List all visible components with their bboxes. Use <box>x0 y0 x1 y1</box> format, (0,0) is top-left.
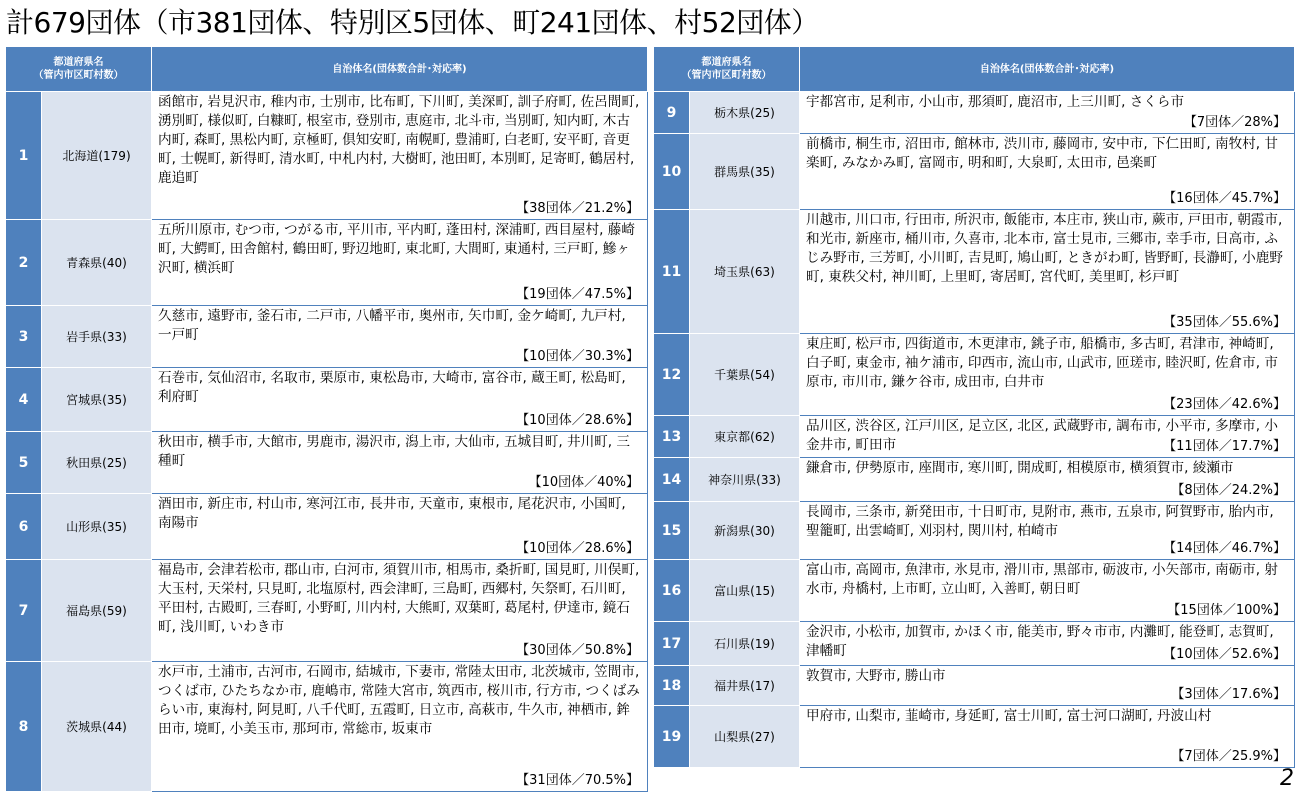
municipality-list: 福島市, 会津若松市, 郡山市, 白河市, 須賀川市, 相馬市, 桑折町, 国見町, 川俣町, 大玉村, 天栄村, 只見町, 北塩原村, 西会津町, 三島町, 西郷村, 矢祭町, 石川町, 平田村, 古殿町, 三春町, 小野町, 川内村, 大熊町, 双葉町, 葛尾村, 伊達市, 鏡石町, 浅川町, いわき市 <box>158 562 640 635</box>
table-row <box>654 416 1295 458</box>
table-row <box>654 458 1295 502</box>
table-row <box>6 494 648 560</box>
municipality-list: 久慈市, 遠野市, 釜石市, 二戸市, 八幡平市, 奥州市, 矢巾町, 金ケ崎町, 九戸村, 一戸町 <box>158 308 626 343</box>
summary-count-rate: 【16団体／45.7%】 <box>1163 191 1286 206</box>
row-number: 3 <box>6 306 42 368</box>
row-number: 16 <box>654 560 690 622</box>
summary-count-rate: 【7団体／28%】 <box>1183 115 1286 130</box>
municipality-cell <box>152 368 648 432</box>
row-number: 12 <box>654 334 690 416</box>
table-row <box>654 706 1295 768</box>
municipality-cell <box>800 416 1295 458</box>
table-row <box>6 560 648 662</box>
prefecture-name: 秋田県(25) <box>42 432 152 494</box>
row-number: 7 <box>6 560 42 662</box>
prefecture-name: 東京都(62) <box>690 416 800 458</box>
municipality-list: 石巻市, 気仙沼市, 名取市, 栗原市, 東松島市, 大崎市, 富谷市, 蔵王町, 松島町, 利府町 <box>158 370 626 405</box>
municipality-cell <box>800 666 1295 706</box>
prefecture-name: 群馬県(35) <box>690 134 800 210</box>
municipality-cell <box>800 502 1295 560</box>
prefecture-name: 石川県(19) <box>690 622 800 666</box>
prefecture-name: 神奈川県(33) <box>690 458 800 502</box>
municipality-list: 前橋市, 桐生市, 沼田市, 館林市, 渋川市, 藤岡市, 安中市, 下仁田町, 南牧村, 甘楽町, みなかみ町, 富岡市, 明和町, 大泉町, 太田市, 邑楽町 <box>806 136 1278 171</box>
summary-count-rate: 【10団体／28.6%】 <box>516 413 639 428</box>
summary-count-rate: 【19団体／47.5%】 <box>516 287 639 302</box>
summary-count-rate: 【10団体／52.6%】 <box>1163 647 1286 662</box>
row-number: 15 <box>654 502 690 560</box>
row-number: 6 <box>6 494 42 560</box>
municipality-cell <box>152 306 648 368</box>
prefecture-name: 富山県(15) <box>690 560 800 622</box>
summary-count-rate: 【35団体／55.6%】 <box>1163 315 1286 330</box>
municipality-cell <box>152 432 648 494</box>
summary-count-rate: 【23団体／42.6%】 <box>1163 397 1286 412</box>
prefecture-name: 新潟県(30) <box>690 502 800 560</box>
prefecture-name: 千葉県(54) <box>690 334 800 416</box>
municipality-cell <box>800 458 1295 502</box>
municipality-cell <box>152 494 648 560</box>
municipality-cell <box>152 92 648 220</box>
row-number: 18 <box>654 666 690 706</box>
municipality-cell <box>800 92 1295 134</box>
prefecture-name: 山形県(35) <box>42 494 152 560</box>
municipality-cell <box>800 560 1295 622</box>
table-header-row <box>6 47 648 92</box>
municipality-list: 甲府市, 山梨市, 韮崎市, 身延町, 富士川町, 富士河口湖町, 丹波山村 <box>806 708 1212 724</box>
summary-count-rate: 【7団体／25.9%】 <box>1171 749 1286 764</box>
table-row <box>654 666 1295 706</box>
municipality-list: 東庄町, 松戸市, 四街道市, 木更津市, 銚子市, 船橋市, 多古町, 君津市, 神崎町, 白子町, 東金市, 袖ケ浦市, 印西市, 流山市, 山武市, 匝瑳市, 睦沢町, 佐倉市, 市原市, 市川市, 鎌ケ谷市, 成田市, 白井市 <box>806 336 1278 390</box>
prefecture-name: 埼玉県(63) <box>690 210 800 334</box>
table-row <box>6 306 648 368</box>
municipality-list: 品川区, 渋谷区, 江戸川区, 足立区, 北区, 武蔵野市, 調布市, 小平市, 多摩市, 小金井市, 町田市 <box>806 418 1278 453</box>
municipality-list: 川越市, 川口市, 行田市, 所沢市, 飯能市, 本庄市, 狭山市, 蕨市, 戸田市, 朝霞市, 和光市, 新座市, 桶川市, 久喜市, 北本市, 富士見市, 三郷市, 幸手市, 日高市, ふじみ野市, 三芳町, 小川町, 吉見町, 鳩山町, ときがわ町, 皆野町, 長瀞町, 小鹿野町, 東秩父村, 神川町, 上里町, 寄居町, 宮代町, 美里町, 杉戸町 <box>806 212 1283 285</box>
municipality-table-right <box>653 46 1295 768</box>
municipality-list: 水戸市, 土浦市, 古河市, 石岡市, 結城市, 下妻市, 常陸太田市, 北茨城市, 笠間市, つくば市, ひたちなか市, 鹿嶋市, 常陸大宮市, 筑西市, 桜川市, 行方市, つくばみらい市, 東海村, 阿見町, 八千代町, 五霞町, 日立市, 高萩市, 牛久市, 神栖市, 鉾田市, 境町, 小美玉市, 那珂市, 常総市, 坂東市 <box>158 664 640 737</box>
table-header-row <box>654 47 1295 92</box>
prefecture-name: 福井県(17) <box>690 666 800 706</box>
municipality-cell <box>800 134 1295 210</box>
summary-count-rate: 【14団体／46.7%】 <box>1163 541 1286 556</box>
prefecture-name: 茨城県(44) <box>42 662 152 792</box>
table-row <box>6 92 648 220</box>
municipality-list: 宇都宮市, 足利市, 小山市, 那須町, 鹿沼市, 上三川町, さくら市 <box>806 94 1185 110</box>
table-row <box>6 662 648 792</box>
header-prefecture: 都道府県名 （管内市区町村数） <box>654 47 800 92</box>
summary-count-rate: 【31団体／70.5%】 <box>516 773 639 788</box>
summary-count-rate: 【8団体／24.2%】 <box>1171 483 1286 498</box>
municipality-list: 秋田市, 横手市, 大館市, 男鹿市, 湯沢市, 潟上市, 大仙市, 五城目町, 井川町, 三種町 <box>158 434 630 469</box>
municipality-list: 富山市, 高岡市, 魚津市, 氷見市, 滑川市, 黒部市, 砺波市, 小矢部市, 南砺市, 射水市, 舟橋村, 上市町, 立山町, 入善町, 朝日町 <box>806 562 1278 597</box>
summary-count-rate: 【11団体／17.7%】 <box>1163 439 1286 454</box>
table-row <box>6 432 648 494</box>
prefecture-name: 福島県(59) <box>42 560 152 662</box>
summary-count-rate: 【10団体／40%】 <box>528 475 639 490</box>
summary-count-rate: 【10団体／30.3%】 <box>516 349 639 364</box>
municipality-table-left <box>5 46 648 792</box>
row-number: 5 <box>6 432 42 494</box>
header-prefecture: 都道府県名 （管内市区町村数） <box>6 47 152 92</box>
municipality-list: 鎌倉市, 伊勢原市, 座間市, 寒川町, 開成町, 相模原市, 横須賀市, 綾瀬市 <box>806 460 1234 476</box>
municipality-list: 酒田市, 新庄市, 村山市, 寒河江市, 長井市, 天童市, 東根市, 尾花沢市, 小国町, 南陽市 <box>158 496 626 531</box>
prefecture-name: 青森県(40) <box>42 220 152 306</box>
summary-count-rate: 【10団体／28.6%】 <box>516 541 639 556</box>
prefecture-name: 北海道(179) <box>42 92 152 220</box>
prefecture-name: 山梨県(27) <box>690 706 800 768</box>
prefecture-name: 岩手県(33) <box>42 306 152 368</box>
municipality-cell <box>800 622 1295 666</box>
table-row <box>654 622 1295 666</box>
table-row <box>654 210 1295 334</box>
municipality-cell <box>152 560 648 662</box>
header-municipalities: 自治体名(団体数合計･対応率) <box>152 47 648 92</box>
municipality-cell <box>152 220 648 306</box>
prefecture-name: 栃木県(25) <box>690 92 800 134</box>
municipality-cell <box>800 706 1295 768</box>
row-number: 11 <box>654 210 690 334</box>
table-row <box>654 334 1295 416</box>
table-row <box>6 220 648 306</box>
table-row <box>6 368 648 432</box>
page-number: 2 <box>1280 766 1294 791</box>
page-title: 計679団体（市381団体、特別区5団体、町241団体、村52団体） <box>6 6 819 39</box>
municipality-list: 金沢市, 小松市, 加賀市, かほく市, 能美市, 野々市市, 内灘町, 能登町, 志賀町, 津幡町 <box>806 624 1274 659</box>
row-number: 13 <box>654 416 690 458</box>
row-number: 8 <box>6 662 42 792</box>
header-municipalities: 自治体名(団体数合計･対応率) <box>800 47 1295 92</box>
municipality-cell <box>800 210 1295 334</box>
municipality-list: 敦賀市, 大野市, 勝山市 <box>806 668 946 684</box>
municipality-list: 函館市, 岩見沢市, 稚内市, 士別市, 比布町, 下川町, 美深町, 訓子府町, 佐呂間町, 湧別町, 様似町, 白糠町, 根室市, 登別市, 恵庭市, 北斗市, 当別町, 知内町, 木古内町, 森町, 黒松内町, 京極町, 倶知安町, 南幌町, 豊浦町, 白老町, 安平町, 音更町, 士幌町, 新得町, 清水町, 中札内村, 大樹町, 池田町, 本別町, 足寄町, 鶴居村, 鹿追町 <box>158 94 640 186</box>
municipality-cell <box>152 662 648 792</box>
row-number: 10 <box>654 134 690 210</box>
table-row <box>654 560 1295 622</box>
summary-count-rate: 【38団体／21.2%】 <box>516 201 639 216</box>
table-row <box>654 502 1295 560</box>
table-row <box>654 134 1295 210</box>
row-number: 19 <box>654 706 690 768</box>
municipality-list: 長岡市, 三条市, 新発田市, 十日町市, 見附市, 燕市, 五泉市, 阿賀野市, 胎内市, 聖籠町, 出雲崎町, 刈羽村, 関川村, 柏崎市 <box>806 504 1274 539</box>
row-number: 17 <box>654 622 690 666</box>
row-number: 4 <box>6 368 42 432</box>
row-number: 2 <box>6 220 42 306</box>
summary-count-rate: 【15団体／100%】 <box>1167 603 1286 618</box>
row-number: 1 <box>6 92 42 220</box>
row-number: 14 <box>654 458 690 502</box>
summary-count-rate: 【30団体／50.8%】 <box>516 643 639 658</box>
municipality-cell <box>800 334 1295 416</box>
table-row <box>654 92 1295 134</box>
summary-count-rate: 【3団体／17.6%】 <box>1171 687 1286 702</box>
row-number: 9 <box>654 92 690 134</box>
municipality-list: 五所川原市, むつ市, つがる市, 平川市, 平内町, 蓬田村, 深浦町, 西目屋村, 藤崎町, 大鰐町, 田舎館村, 鶴田町, 野辺地町, 東北町, 大間町, 東通村, 三戸町, 鰺ヶ沢町, 横浜町 <box>158 222 635 276</box>
prefecture-name: 宮城県(35) <box>42 368 152 432</box>
